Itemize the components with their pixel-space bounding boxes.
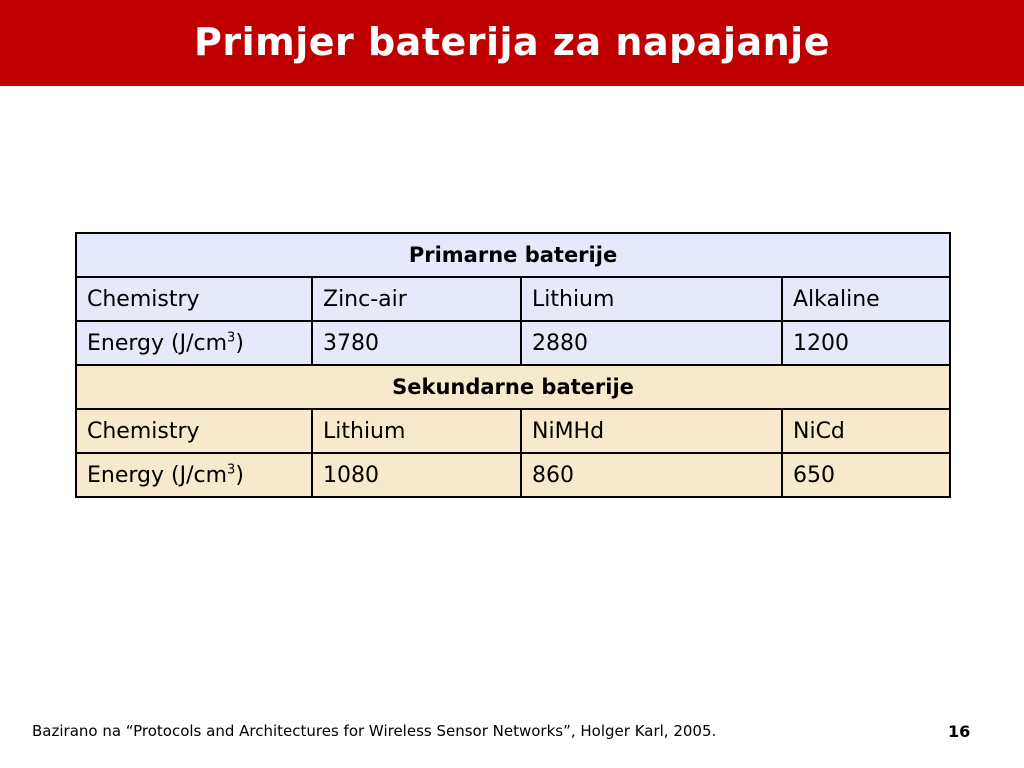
energy-label-suffix: ) — [235, 462, 244, 488]
slide-title: Primjer baterija za napajanje — [194, 20, 830, 64]
table-cell: 2880 — [521, 321, 782, 365]
table-row — [76, 277, 950, 321]
secondary-heading-row — [76, 365, 950, 409]
row-label-chemistry: Chemistry — [76, 409, 312, 453]
secondary-heading: Sekundarne baterije — [76, 365, 950, 409]
table-cell: NiMHd — [521, 409, 782, 453]
table-cell: 1080 — [312, 453, 521, 497]
page-number: 16 — [948, 722, 971, 741]
table-cell: Lithium — [312, 409, 521, 453]
table-cell: 860 — [521, 453, 782, 497]
battery-table-container — [75, 232, 949, 498]
energy-label-superscript: 3 — [227, 462, 236, 478]
row-label-energy — [76, 321, 312, 365]
table-cell: NiCd — [782, 409, 950, 453]
table-cell: 1200 — [782, 321, 950, 365]
energy-label-text: Energy (J/cm — [87, 462, 228, 488]
table-cell: Lithium — [521, 277, 782, 321]
row-label-chemistry: Chemistry — [76, 277, 312, 321]
table-row — [76, 453, 950, 497]
table-row — [76, 321, 950, 365]
table-cell: Alkaline — [782, 277, 950, 321]
energy-label-suffix: ) — [235, 330, 244, 356]
source-citation: Bazirano na “Protocols and Architectures for Wireless Sensor Networks”, Holger Karl, 2005. — [32, 722, 717, 740]
primary-heading-row — [76, 233, 950, 277]
energy-label-text: Energy (J/cm — [87, 330, 228, 356]
primary-heading: Primarne baterije — [76, 233, 950, 277]
table-cell: 3780 — [312, 321, 521, 365]
energy-label-superscript: 3 — [227, 330, 236, 346]
row-label-energy — [76, 453, 312, 497]
table-cell: 650 — [782, 453, 950, 497]
battery-table — [75, 232, 951, 498]
table-cell: Zinc-air — [312, 277, 521, 321]
table-row — [76, 409, 950, 453]
